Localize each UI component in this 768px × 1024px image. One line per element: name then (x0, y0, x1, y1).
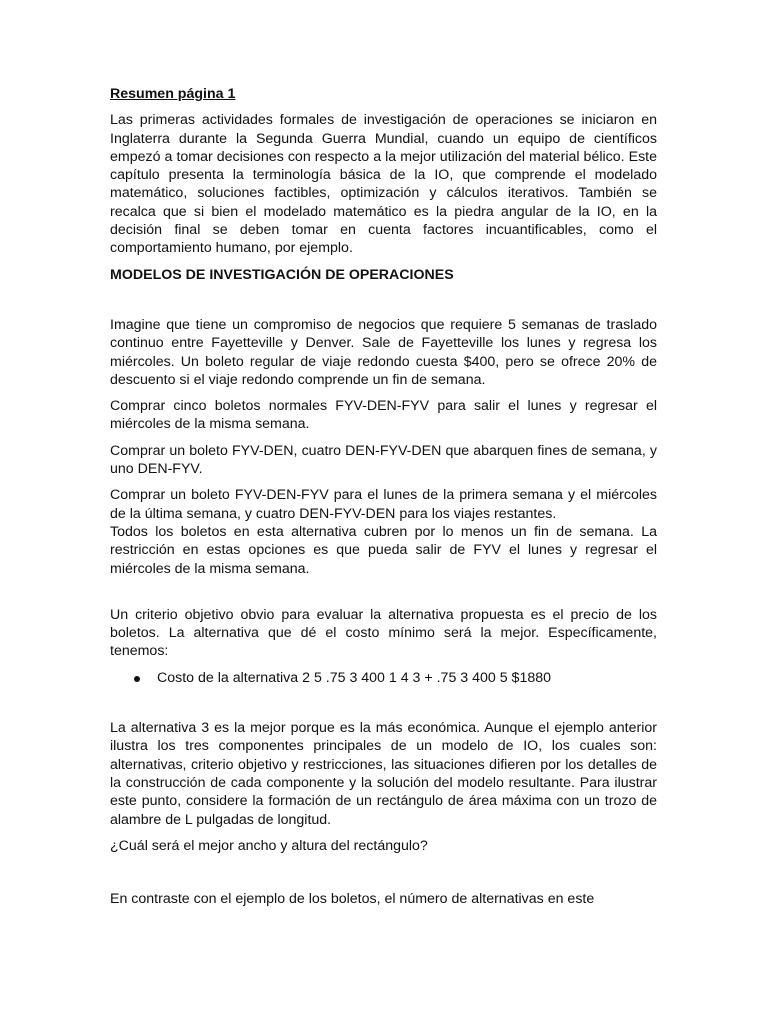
intro-paragraph: Las primeras actividades formales de investigación de operaciones se iniciaron en Inglaterra durante la Segunda Guerra Mundial, cuando un equipo de científicos empezó a tomar decisiones con respecto a la mejor utilización del material bélico. Este capítulo presenta la terminología básica de la IO, que comprende el modelado matemático, soluciones factibles, optimización y cálculos iterativos. También se recalca que si bien el modelado matemático es la piedra angular de la IO, en la decisión final se deben tomar en cuenta factores incuantificables, como el comportamiento humano, por ejemplo. (110, 112, 657, 257)
list-item: Costo de la alternativa 2 5 .75 3 400 1 4 3 + .75 3 400 5 $1880 (110, 669, 657, 687)
paragraph-alternative-1: Comprar cinco boletos normales FYV-DEN-FYV para salir el lunes y regresar el miércoles de la misma semana. (110, 398, 657, 433)
document-body (110, 85, 657, 916)
summary-heading: Resumen página 1 (110, 86, 236, 102)
paragraph-restriction: Todos los boletos en esta alternativa cubren por lo menos un fin de semana. La restricción en estas opciones es que pueda salir de FYV el lunes y regresar el miércoles de la misma semana. (110, 523, 657, 577)
bullet-list (110, 669, 657, 687)
section-title: MODELOS DE INVESTIGACIÓN DE OPERACIONES (110, 266, 454, 283)
paragraph-final-fragment: En contraste con el ejemplo de los boletos, el número de alternativas en este (110, 891, 595, 908)
paragraph-alternative-3: Comprar un boleto FYV-DEN-FYV para el lunes de la primera semana y el miércoles de la última semana, y cuatro DEN-FYV-DEN para los viajes restantes. (110, 487, 657, 522)
question-line: ¿Cuál será el mejor ancho y altura del rectángulo? (110, 837, 428, 854)
paragraph-objective-criterion: Un criterio objetivo obvio para evaluar la alternativa propuesta es el precio de los boletos. La alternativa que dé el costo mínimo será la mejor. Específicamente, tenemos: (110, 606, 657, 660)
paragraph-conclusion: La alternativa 3 es la mejor porque es la más económica. Aunque el ejemplo anterior ilustra los tres componentes principales de un modelo de IO, los cuales son: alternativas, criterio objetivo y restricciones, las situaciones difieren por los detalles de la construcción de cada componente y la solución del modelo resultante. Para ilustrar este punto, considere la formación de un rectángulo de área máxima con un trozo de alambre de L pulgadas de longitud. (110, 720, 657, 828)
paragraph-scenario: Imagine que tiene un compromiso de negocios que requiere 5 semanas de traslado continuo entre Fayetteville y Denver. Sale de Fayetteville los lunes y regresa los miércoles. Un boleto regular de viaje redondo cuesta $400, pero se ofrece 20% de descuento si el viaje redondo comprende un fin de semana. (110, 316, 657, 388)
paragraph-alternative-2: Comprar un boleto FYV-DEN, cuatro DEN-FYV-DEN que abarquen fines de semana, y uno DEN-FYV. (110, 442, 657, 478)
